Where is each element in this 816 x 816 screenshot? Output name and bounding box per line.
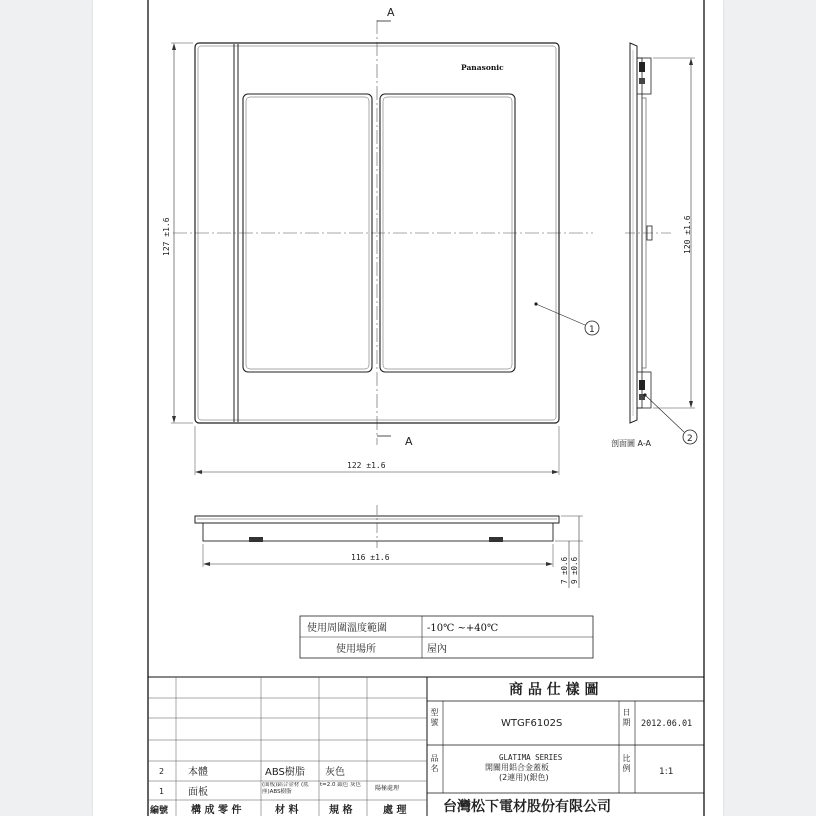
part-1-no: 1 xyxy=(159,787,165,796)
date-value: 2012.06.01 xyxy=(641,719,693,729)
part-1-component: 面板 xyxy=(188,787,208,798)
part-1-treatment: 陽極處理 xyxy=(375,785,400,792)
spec-location-label: 使用場所 xyxy=(336,644,376,655)
header-component: 構 成 零 件 xyxy=(191,805,242,816)
spec-temp-value: -10℃ ~+40℃ xyxy=(427,623,499,634)
product-series: GLATIMA SERIES xyxy=(499,753,563,762)
part-2-spec: 灰色 xyxy=(325,767,345,778)
scale-label: 比例 xyxy=(622,754,631,773)
part-1-spec: t=2.0 銀色 灰色 xyxy=(320,782,362,788)
header-spec: 規 格 xyxy=(329,805,353,816)
scale-value: 1:1 xyxy=(659,767,674,777)
balloon-1: 1 xyxy=(589,325,595,335)
side-height-dimension: 120 ±1.6 xyxy=(683,215,692,254)
bottom-view xyxy=(195,505,583,588)
product-name: 開關用鋁合金蓋板 xyxy=(485,763,549,772)
part-1-material: (面板)鋁合金材 (底座)ABS樹脂 xyxy=(262,782,309,795)
part-2-component: 本體 xyxy=(188,767,208,778)
part-2-material: ABS樹脂 xyxy=(265,767,305,778)
model-value: WTGF6102S xyxy=(501,718,563,729)
spec-location-value: 屋內 xyxy=(427,644,447,655)
header-material: 材 料 xyxy=(275,805,299,816)
title-block xyxy=(148,677,704,816)
section-mark-bottom: A xyxy=(405,435,413,448)
date-label: 日期 xyxy=(622,708,631,727)
section-mark-top: A xyxy=(387,6,395,19)
spec-temp-label: 使用周圍溫度範圍 xyxy=(307,623,387,634)
section-caption: 剖面圖 A-A xyxy=(611,439,652,448)
front-view xyxy=(162,6,599,475)
name-label: 品名 xyxy=(430,754,439,773)
drawing-sheet xyxy=(93,0,723,816)
width-dimension: 122 ±1.6 xyxy=(347,461,386,470)
technical-drawing xyxy=(93,0,723,816)
depth-dimension-2: 9 ±0.6 xyxy=(570,556,579,584)
header-no: 編號 xyxy=(150,806,169,816)
depth-dimension-1: 7 ±0.6 xyxy=(560,556,569,584)
balloon-2: 2 xyxy=(687,434,693,444)
part-2-no: 2 xyxy=(159,767,165,776)
title-block-heading: 商 品 仕 樣 圖 xyxy=(509,682,599,698)
header-treatment: 處 理 xyxy=(383,805,407,816)
base-width-dimension: 116 ±1.6 xyxy=(351,553,390,562)
company-name: 台灣松下電材股份有限公司 xyxy=(443,799,611,815)
panasonic-logo: Panasonic xyxy=(461,63,504,72)
product-variant: (2連用)(銀色) xyxy=(499,773,549,782)
side-section-view xyxy=(611,43,697,448)
spec-table xyxy=(300,616,593,658)
height-dimension: 127 ±1.6 xyxy=(162,217,171,256)
model-label: 型號 xyxy=(430,708,439,727)
